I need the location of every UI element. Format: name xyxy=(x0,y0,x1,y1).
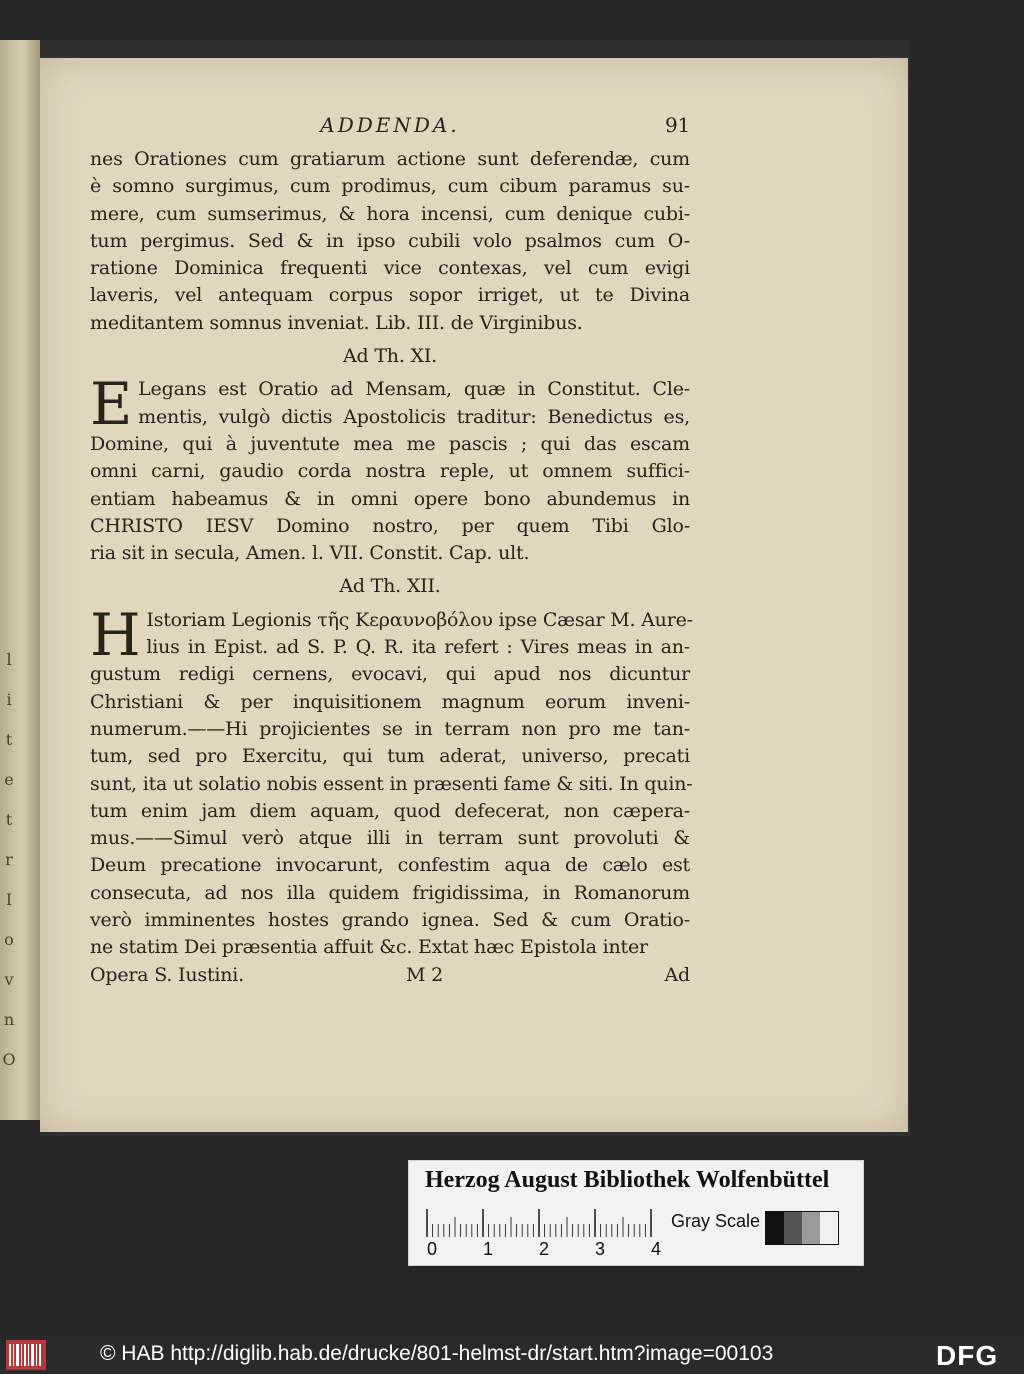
ruler-number: 3 xyxy=(595,1239,606,1259)
previous-page-mark: i xyxy=(6,690,12,709)
section-heading-xi: Ad Th. XI. xyxy=(343,345,437,368)
library-name: Herzog August Bibliothek Wolfenbüttel xyxy=(425,1167,830,1193)
previous-page-mark: t xyxy=(5,730,13,749)
paragraph-3 xyxy=(90,600,693,962)
text-line: CHRISTO IESV Domino nostro, per quem Tibi Glo- xyxy=(90,514,690,537)
dropcap-e: E xyxy=(90,370,133,439)
previous-page-edge xyxy=(0,40,40,1120)
previous-page-mark: l xyxy=(6,650,12,669)
running-header xyxy=(90,112,690,146)
text-line: verò imminentes hostes grando ignea. Sed & cum Oratio- xyxy=(90,909,690,932)
text-line: tum pergimus. Sed & in ipso cubili volo psalmos cum O- xyxy=(90,229,690,252)
previous-page-mark: o xyxy=(4,930,14,949)
text-line: ratione Dominica frequenti vice contexas, vel cum evigi xyxy=(90,257,690,280)
page-text xyxy=(90,112,693,990)
text-line: tum enim jam diem aquam, quod defecerat, non cæpera- xyxy=(90,799,690,822)
signature-mark: M 2 xyxy=(406,963,443,986)
running-title: ADDENDA. xyxy=(320,113,460,137)
ruler-numbers xyxy=(419,1239,679,1259)
gray-swatch xyxy=(802,1212,820,1244)
ruler-number: 2 xyxy=(539,1239,550,1259)
text-line: numerum.——Hi projicientes se in terram non pro me tan- xyxy=(90,717,690,740)
previous-page-mark: I xyxy=(5,890,13,909)
paragraph-1 xyxy=(90,146,690,337)
previous-page-mark: v xyxy=(4,970,14,989)
text-line: mus.——Simul verò atque illi in terram sunt provoluti & xyxy=(90,827,690,850)
gray-scale-label: Gray Scale xyxy=(671,1211,761,1231)
paragraph-2 xyxy=(90,370,690,567)
text-line: consecuta, ad nos illa quidem frigidissima, in Romanorum xyxy=(90,881,690,904)
text-line: entiam habeamus & in omni opere bono abundemus in xyxy=(90,487,690,510)
text-line: mentis, vulgò dictis Apostolicis traditur: Benedictus es, xyxy=(138,405,690,428)
text-line: laveris, vel antequam corpus sopor irriget, ut te Divina xyxy=(90,284,690,307)
text-line: ria sit in secula, Amen. l. VII. Constit. Cap. ult. xyxy=(90,542,530,565)
copyright-url[interactable]: © HAB http://diglib.hab.de/drucke/801-helmst-dr/start.htm?image=00103 xyxy=(100,1342,774,1365)
previous-page-mark: O xyxy=(2,1050,16,1069)
text-line: gustum redigi cernens, evocavi, qui apud nos dicuntur xyxy=(90,663,690,686)
ruler-ticks-icon xyxy=(425,1209,655,1237)
previous-page-marks xyxy=(2,640,16,1080)
text-line: Istoriam Legionis τῆς Κεραυνοβόλου ipse Cæsar M. Aure- xyxy=(146,608,693,631)
text-line: Deum precatione invocarunt, confestim aqua de cælo est xyxy=(90,854,690,877)
ruler-number: 0 xyxy=(427,1239,438,1259)
previous-page-mark: t xyxy=(5,810,13,829)
text-line: Legans est Oratio ad Mensam, quæ in Constitut. Cle- xyxy=(138,378,690,401)
text-line: meditantem somnus inveniat. Lib. III. de Virginibus. xyxy=(90,311,583,334)
text-line: è somno surgimus, cum prodimus, cum cibum paramus su- xyxy=(90,175,690,198)
text-line: nes Orationes cum gratiarum actione sunt deferendæ, cum xyxy=(90,148,690,170)
previous-page-mark: n xyxy=(3,1010,15,1029)
text-line: omni carni, gaudio corda nostra reple, ut omnem suffici- xyxy=(90,460,690,483)
ruler-number: 1 xyxy=(483,1239,494,1259)
viewer-footer xyxy=(0,1336,1024,1374)
text-line: tum, sed pro Exercitu, qui tum aderat, universo, precati xyxy=(90,745,690,768)
text-line: Christiani & per inquisitionem magnum eorum inveni- xyxy=(90,690,690,713)
text-line: mere, cum sumserimus, & hora incensi, cum denique cubi- xyxy=(90,202,690,225)
section-heading-xii: Ad Th. XII. xyxy=(339,575,441,598)
gray-swatch xyxy=(766,1212,784,1244)
text-line: lius in Epist. ad S. P. Q. R. ita refert : Vires meas in an- xyxy=(146,636,690,659)
color-scale-card xyxy=(408,1160,864,1266)
footer-text: Opera S. Iustini. xyxy=(90,963,245,986)
text-line: ne statim Dei præsentia affuit &c. Extat hæc Epistola inter xyxy=(90,936,648,959)
dfg-logo: DFG xyxy=(936,1340,999,1371)
barcode-icon xyxy=(6,1340,46,1370)
page-signature-row xyxy=(90,962,690,990)
gray-swatch xyxy=(784,1212,802,1244)
dropcap-h: H xyxy=(90,600,141,669)
text-line: sunt, ita ut solatio nobis essent in præsenti fame & siti. In quin- xyxy=(90,772,693,795)
gray-swatch xyxy=(820,1212,838,1244)
text-line: Domine, qui à juventute mea me pascis ; qui das escam xyxy=(90,432,690,455)
gray-scale-swatches xyxy=(765,1211,839,1245)
page-number: 91 xyxy=(664,113,690,137)
previous-page-mark: e xyxy=(4,770,14,789)
previous-page-mark: r xyxy=(5,850,13,869)
catchword: Ad xyxy=(664,963,690,986)
ruler-number: 4 xyxy=(651,1239,662,1259)
